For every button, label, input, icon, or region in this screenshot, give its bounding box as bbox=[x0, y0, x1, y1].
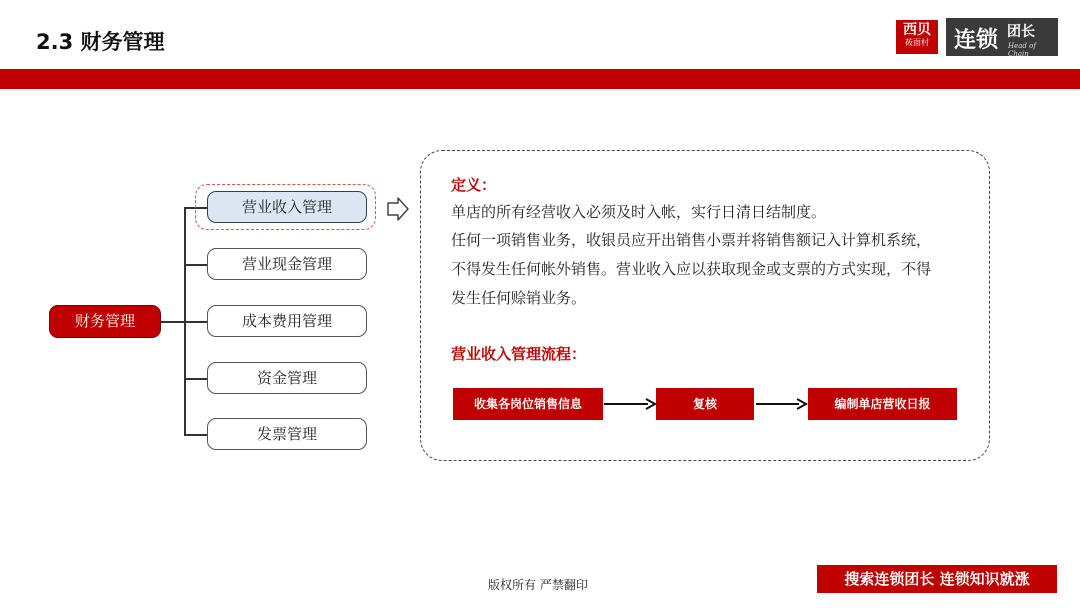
flow-step-review: 复核 bbox=[656, 388, 754, 420]
xibei-logo-line2: 莜面村 bbox=[905, 38, 929, 47]
connector-branch bbox=[184, 434, 207, 436]
node-fund-management[interactable]: 资金管理 bbox=[207, 362, 367, 394]
arrow-right-icon bbox=[386, 196, 410, 222]
slogan-banner: 搜索连锁团长 连锁知识就涨 bbox=[817, 565, 1057, 593]
definition-line: 不得发生任何帐外销售。营业收入应以获取现金或支票的方式实现，不得 bbox=[451, 260, 932, 278]
flow-heading: 营业收入管理流程： bbox=[451, 345, 587, 363]
root-node-finance: 财务管理 bbox=[49, 305, 161, 338]
node-cost-management[interactable]: 成本费用管理 bbox=[207, 305, 367, 337]
chain-logo-big: 连锁 bbox=[954, 28, 999, 53]
xibei-logo bbox=[896, 20, 938, 54]
node-revenue-management[interactable]: 营业收入管理 bbox=[207, 191, 367, 223]
connector-branch bbox=[184, 378, 207, 380]
copyright-text: 版权所有 严禁翻印 bbox=[488, 578, 588, 592]
chain-leader-logo bbox=[946, 18, 1058, 56]
chain-logo-small: 团长 bbox=[1007, 24, 1035, 40]
node-invoice-management[interactable]: 发票管理 bbox=[207, 418, 367, 450]
flow-step-collect: 收集各岗位销售信息 bbox=[453, 388, 603, 420]
flow-arrow-icon bbox=[604, 399, 655, 409]
definition-line: 发生任何赊销业务。 bbox=[451, 289, 587, 307]
connector-branch bbox=[184, 264, 207, 266]
definition-heading: 定义： bbox=[451, 176, 497, 194]
definition-line: 任何一项销售业务，收银员应开出销售小票并将销售额记入计算机系统， bbox=[451, 231, 932, 249]
flow-step-report: 编制单店营收日报 bbox=[808, 388, 957, 420]
flow-arrow-icon bbox=[756, 399, 806, 409]
flow-arrows bbox=[600, 394, 812, 414]
connector-root bbox=[161, 321, 185, 323]
header-band bbox=[0, 69, 1080, 89]
definition-line: 单店的所有经营收入必须及时入帐，实行日清日结制度。 bbox=[451, 203, 827, 221]
chain-logo-sub: Head of Chain bbox=[1008, 42, 1036, 58]
page-title: 2.3 财务管理 bbox=[36, 30, 165, 54]
connector-branch bbox=[184, 321, 207, 323]
xibei-logo-line1: 西贝 bbox=[903, 22, 931, 38]
node-cash-management[interactable]: 营业现金管理 bbox=[207, 248, 367, 280]
